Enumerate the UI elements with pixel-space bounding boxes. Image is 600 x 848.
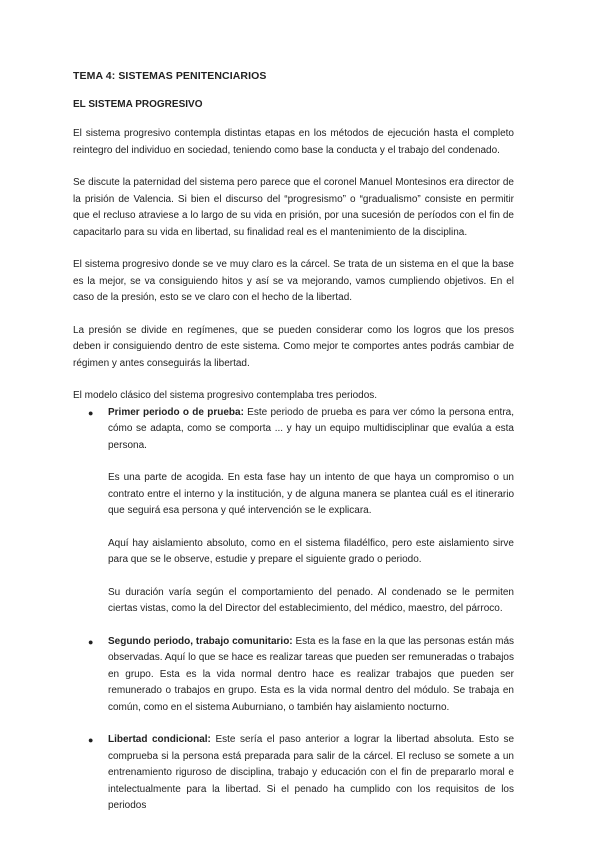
- period-label: Libertad condicional:: [108, 734, 211, 745]
- period-sub-paragraph: Es una parte de acogida. En esta fase hay un intento de que haya un compromiso o un contrato entre el interno y la institución, y de alguna manera se plantea cuál es el itinerario que seguirá esa persona y qué intervención se le explicara.: [108, 472, 514, 516]
- period-sub-paragraph: Su duración varía según el comportamiento del penado. Al condenado se le permiten ciertas vistas, como la del Director del establecimiento, del médico, maestro, del párroco.: [108, 586, 514, 614]
- period-label: Segundo periodo, trabajo comunitario:: [108, 635, 293, 647]
- section-heading: EL SISTEMA PROGRESIVO: [73, 99, 203, 110]
- paragraph-5: El modelo clásico del sistema progresivo contemplaba tres periodos.: [73, 390, 378, 401]
- paragraph-2: Se discute la paternidad del sistema pero parece que el coronel Manuel Montesinos era director de la prisión de Valencia. Si bien el discurso del “progresismo” o “gradualismo” consiste en permitir que el recluso atraviese a lo largo de su vida en prisión, por una sucesión de períodos con el fin de capacitarlo para su vida en libertad, su finalidad real es el mantenimiento de la disciplina.: [73, 177, 514, 238]
- paragraph-4: La presión se divide en regímenes, que se pueden considerar como los logros que los presos deben ir consiguiendo dentro de este sistema. Como mejor te comportes antes podrás cambiar de régimen y antes conseguirás la libertad.: [73, 324, 514, 369]
- period-text: Este sería el paso anterior a lograr la libertad absoluta. Esto se comprueba si la persona está preparada para salir de la cárcel. El recluso se somete a un entrenamiento riguroso de disciplina, trabajo y educación con el fin de prepararlo moral e intelectualmente para la libertad. Si el penado ha cumplido con los requisitos de los periodos: [108, 734, 515, 811]
- periods-list: [73, 405, 514, 815]
- period-label: Primer periodo o de prueba:: [108, 406, 244, 418]
- list-item-first-period: [73, 405, 514, 618]
- period-text: Esta es la fase en la que las personas están más observadas. Aquí lo que se hace es realizar tareas que pueden ser remuneradas o trabajos en grupo. Esta es la vida normal dentro hace es realizar trabajos que pueden ser remunerado o trabajos en grupo. Esta es la vida normal dentro del módulo. Se trabaja en común, como en el sistema Auburniano, o también hay aislamiento nocturno.: [108, 635, 514, 713]
- paragraph-3: El sistema progresivo donde se ve muy claro es la cárcel. Se trata de un sistema en el que la base es la mejor, se va consiguiendo hitos y así se va mejorando, vamos cumpliendo objetivos. En el caso de la presión, esto se ve claro con el hecho de la libertad.: [73, 259, 514, 303]
- period-text: Este periodo de prueba es para ver cómo la persona entra, cómo se adapta, como se comporta ... y hay un equipo multidisciplinar que evalúa a esta persona.: [108, 406, 514, 451]
- list-item-conditional-freedom: [73, 732, 514, 815]
- period-sub-paragraph: Aquí hay aislamiento absoluto, como en el sistema filadélfico, pero este aislamiento sirve para que se le observe, estudie y prepare el siguiente grado o periodo.: [108, 537, 514, 565]
- bullet-icon: ●: [88, 735, 94, 745]
- page-title: TEMA 4: SISTEMAS PENITENCIARIOS: [73, 70, 267, 82]
- bullet-icon: ●: [88, 407, 94, 418]
- list-item-second-period: [73, 634, 514, 717]
- bullet-icon: ●: [88, 636, 94, 647]
- paragraph-1: El sistema progresivo contempla distintas etapas en los métodos de ejecución hasta el completo reintegro del individuo en sociedad, teniendo como base la conducta y el trabajo del condenado.: [73, 128, 514, 156]
